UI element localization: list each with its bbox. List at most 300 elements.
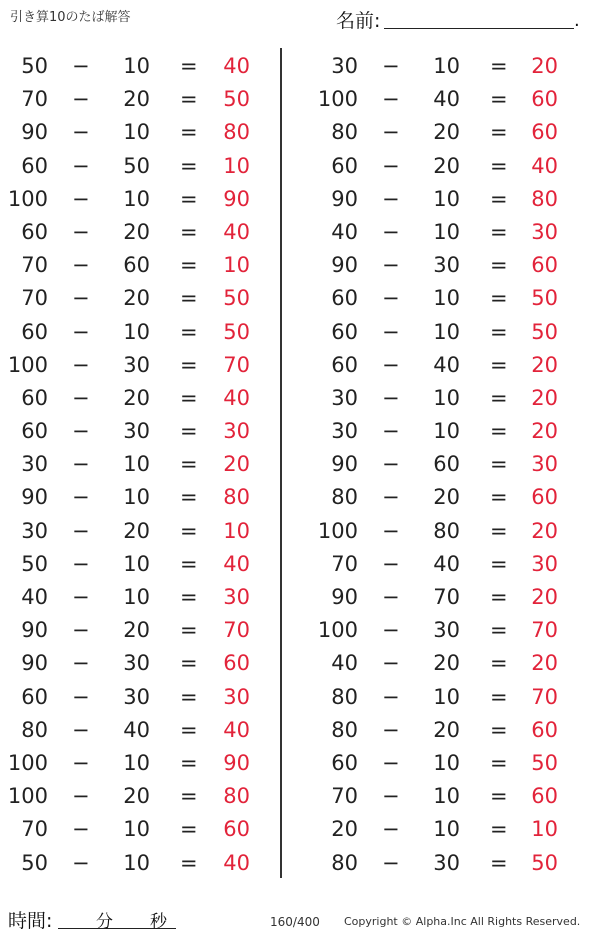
copyright-text: Copyright © Alpha.Inc All Rights Reserved.: [344, 915, 581, 928]
answer: 50: [531, 750, 558, 775]
equals-sign: =: [180, 585, 198, 609]
answer: 20: [531, 352, 558, 377]
subtrahend: 40: [433, 87, 460, 112]
subtrahend: 20: [433, 717, 460, 742]
problem-row: [310, 614, 590, 647]
subtrahend: 20: [123, 518, 150, 543]
right-problem-column: [310, 50, 590, 880]
problem-row: [0, 515, 280, 548]
minuend: 60: [331, 750, 358, 775]
subtrahend: 80: [433, 518, 460, 543]
minuend: 100: [317, 618, 358, 643]
problem-row: [310, 515, 590, 548]
equals-sign: =: [180, 717, 198, 742]
problem-row: [310, 83, 590, 116]
problem-row: [310, 415, 590, 448]
minuend: 70: [21, 286, 48, 311]
problem-row: [0, 116, 280, 149]
answer: 30: [223, 684, 250, 709]
answer: 70: [531, 618, 558, 643]
answer: 60: [531, 784, 558, 809]
minus-sign: −: [72, 419, 90, 444]
subtrahend: 30: [123, 684, 150, 709]
subtrahend: 10: [123, 485, 150, 510]
minus-sign: −: [382, 54, 400, 78]
problem-row: [310, 382, 590, 415]
subtrahend: 10: [123, 319, 150, 344]
problem-row: [0, 183, 280, 216]
minus-sign: −: [72, 485, 90, 510]
minuend: 100: [7, 750, 48, 775]
answer: 70: [223, 618, 250, 643]
equals-sign: =: [180, 319, 198, 344]
subtrahend: 20: [123, 286, 150, 311]
answer: 20: [531, 419, 558, 444]
subtrahend: 10: [123, 817, 150, 842]
answer: 20: [223, 452, 250, 477]
equals-sign: =: [180, 518, 198, 543]
answer: 60: [531, 253, 558, 278]
equals-sign: =: [180, 817, 198, 842]
minus-sign: −: [72, 684, 90, 709]
problem-row: [0, 50, 280, 83]
minus-sign: −: [72, 186, 90, 211]
minus-sign: −: [72, 784, 90, 809]
subtrahend: 70: [433, 585, 460, 609]
equals-sign: =: [180, 253, 198, 278]
minus-sign: −: [382, 585, 400, 609]
subtrahend: 10: [433, 750, 460, 775]
problem-row: [0, 282, 280, 315]
minuend: 80: [331, 684, 358, 709]
minus-sign: −: [72, 352, 90, 377]
subtrahend: 20: [123, 784, 150, 809]
minus-sign: −: [382, 385, 400, 410]
problem-row: [0, 813, 280, 846]
problem-row: [310, 647, 590, 680]
minus-sign: −: [382, 452, 400, 477]
answer: 60: [531, 87, 558, 112]
answer: 40: [223, 385, 250, 410]
subtrahend: 10: [433, 419, 460, 444]
problem-row: [310, 847, 590, 880]
subtrahend: 30: [123, 352, 150, 377]
answer: 20: [531, 385, 558, 410]
equals-sign: =: [490, 784, 508, 809]
minus-sign: −: [382, 784, 400, 809]
equals-sign: =: [490, 585, 508, 609]
equals-sign: =: [180, 850, 198, 875]
minus-sign: −: [72, 817, 90, 842]
problem-row: [310, 150, 590, 183]
minus-sign: −: [382, 419, 400, 444]
problem-row: [0, 415, 280, 448]
subtrahend: 20: [433, 485, 460, 510]
subtrahend: 10: [123, 186, 150, 211]
equals-sign: =: [490, 120, 508, 145]
minuend: 90: [21, 485, 48, 510]
answer: 40: [223, 551, 250, 576]
equals-sign: =: [180, 419, 198, 444]
subtrahend: 10: [433, 219, 460, 244]
problem-row: [0, 349, 280, 382]
equals-sign: =: [180, 551, 198, 576]
problem-row: [0, 249, 280, 282]
subtrahend: 10: [123, 452, 150, 477]
answer: 90: [223, 186, 250, 211]
minuend: 90: [21, 120, 48, 145]
problem-row: [310, 282, 590, 315]
minuend: 40: [21, 585, 48, 609]
minuend: 30: [21, 518, 48, 543]
minus-sign: −: [382, 153, 400, 178]
left-problem-column: [0, 50, 280, 880]
answer: 10: [223, 518, 250, 543]
problem-row: [310, 216, 590, 249]
answer: 30: [531, 551, 558, 576]
minus-sign: −: [382, 651, 400, 676]
subtrahend: 60: [433, 452, 460, 477]
equals-sign: =: [490, 253, 508, 278]
minuend: 40: [331, 651, 358, 676]
minus-sign: −: [382, 518, 400, 543]
minus-sign: −: [382, 618, 400, 643]
subtrahend: 10: [433, 286, 460, 311]
minuend: 60: [21, 219, 48, 244]
answer: 60: [531, 717, 558, 742]
minus-sign: −: [72, 385, 90, 410]
minus-sign: −: [72, 286, 90, 311]
equals-sign: =: [180, 385, 198, 410]
problem-row: [310, 50, 590, 83]
problem-row: [310, 681, 590, 714]
equals-sign: =: [180, 87, 198, 112]
minuend: 80: [21, 717, 48, 742]
minuend: 90: [21, 618, 48, 643]
minus-sign: −: [382, 684, 400, 709]
minuend: 70: [331, 551, 358, 576]
minuend: 50: [21, 850, 48, 875]
problem-row: [0, 216, 280, 249]
minuend: 50: [21, 551, 48, 576]
equals-sign: =: [490, 684, 508, 709]
problem-row: [0, 647, 280, 680]
minuend: 60: [21, 684, 48, 709]
subtrahend: 10: [123, 551, 150, 576]
equals-sign: =: [180, 684, 198, 709]
equals-sign: =: [180, 750, 198, 775]
answer: 50: [223, 319, 250, 344]
problem-row: [310, 316, 590, 349]
subtrahend: 40: [433, 352, 460, 377]
seconds-label: 秒: [150, 912, 167, 932]
problem-row: [0, 714, 280, 747]
minuend: 60: [21, 319, 48, 344]
minus-sign: −: [382, 219, 400, 244]
subtrahend: 20: [123, 219, 150, 244]
subtrahend: 30: [433, 850, 460, 875]
equals-sign: =: [180, 784, 198, 809]
minus-sign: −: [72, 651, 90, 676]
minus-sign: −: [72, 717, 90, 742]
subtrahend: 40: [433, 551, 460, 576]
equals-sign: =: [490, 452, 508, 477]
answer: 30: [531, 219, 558, 244]
minuend: 60: [21, 419, 48, 444]
minus-sign: −: [72, 87, 90, 112]
minuend: 90: [331, 585, 358, 609]
subtrahend: 10: [433, 54, 460, 78]
equals-sign: =: [490, 750, 508, 775]
problem-row: [310, 448, 590, 481]
subtrahend: 20: [123, 87, 150, 112]
subtrahend: 20: [433, 120, 460, 145]
problem-row: [0, 847, 280, 880]
minus-sign: −: [382, 817, 400, 842]
subtrahend: 20: [433, 153, 460, 178]
answer: 60: [223, 651, 250, 676]
minus-sign: −: [72, 750, 90, 775]
subtrahend: 30: [433, 253, 460, 278]
minus-sign: −: [382, 253, 400, 278]
answer: 10: [223, 153, 250, 178]
answer: 50: [531, 286, 558, 311]
equals-sign: =: [490, 817, 508, 842]
minuend: 30: [331, 385, 358, 410]
problem-row: [0, 681, 280, 714]
answer: 20: [531, 585, 558, 609]
equals-sign: =: [180, 352, 198, 377]
problem-row: [0, 150, 280, 183]
subtrahend: 50: [123, 153, 150, 178]
minuend: 30: [331, 419, 358, 444]
problem-row: [310, 714, 590, 747]
minuend: 100: [317, 518, 358, 543]
equals-sign: =: [490, 219, 508, 244]
name-label: 名前:: [336, 10, 381, 32]
answer: 40: [223, 850, 250, 875]
problem-row: [0, 548, 280, 581]
equals-sign: =: [490, 186, 508, 211]
minuend: 100: [7, 352, 48, 377]
problem-row: [0, 83, 280, 116]
equals-sign: =: [490, 385, 508, 410]
minus-sign: −: [382, 485, 400, 510]
problem-row: [0, 316, 280, 349]
answer: 30: [531, 452, 558, 477]
problem-row: [310, 481, 590, 514]
equals-sign: =: [180, 651, 198, 676]
minus-sign: −: [72, 54, 90, 78]
minuend: 90: [21, 651, 48, 676]
time-label: 時間:: [8, 910, 53, 932]
answer: 50: [223, 87, 250, 112]
subtrahend: 20: [123, 618, 150, 643]
problem-row: [310, 548, 590, 581]
problem-row: [310, 581, 590, 614]
minus-sign: −: [72, 319, 90, 344]
equals-sign: =: [490, 618, 508, 643]
subtrahend: 10: [123, 54, 150, 78]
equals-sign: =: [490, 153, 508, 178]
answer: 50: [531, 850, 558, 875]
minuend: 70: [331, 784, 358, 809]
minuend: 70: [21, 817, 48, 842]
problem-row: [0, 382, 280, 415]
minus-sign: −: [382, 87, 400, 112]
minuend: 90: [331, 186, 358, 211]
equals-sign: =: [180, 618, 198, 643]
problem-row: [0, 780, 280, 813]
minuend: 100: [7, 784, 48, 809]
answer: 60: [531, 120, 558, 145]
subtrahend: 10: [123, 850, 150, 875]
column-divider: [280, 48, 282, 878]
answer: 10: [223, 253, 250, 278]
equals-sign: =: [180, 219, 198, 244]
minuend: 100: [7, 186, 48, 211]
minus-sign: −: [382, 717, 400, 742]
problem-row: [0, 614, 280, 647]
answer: 80: [531, 186, 558, 211]
minus-sign: −: [72, 153, 90, 178]
equals-sign: =: [180, 54, 198, 78]
answer: 20: [531, 518, 558, 543]
answer: 20: [531, 651, 558, 676]
subtrahend: 10: [433, 186, 460, 211]
answer: 90: [223, 750, 250, 775]
minus-sign: −: [382, 186, 400, 211]
minuend: 60: [331, 286, 358, 311]
equals-sign: =: [490, 850, 508, 875]
equals-sign: =: [490, 419, 508, 444]
answer: 50: [223, 286, 250, 311]
minuend: 50: [21, 54, 48, 78]
minuend: 80: [331, 120, 358, 145]
answer: 30: [223, 585, 250, 609]
minus-sign: −: [72, 219, 90, 244]
answer: 70: [223, 352, 250, 377]
minuend: 30: [21, 452, 48, 477]
minus-sign: −: [72, 618, 90, 643]
problem-row: [0, 747, 280, 780]
minuend: 90: [331, 452, 358, 477]
minuend: 70: [21, 253, 48, 278]
minus-sign: −: [382, 352, 400, 377]
equals-sign: =: [490, 651, 508, 676]
equals-sign: =: [180, 452, 198, 477]
equals-sign: =: [180, 485, 198, 510]
equals-sign: =: [180, 153, 198, 178]
subtrahend: 10: [433, 684, 460, 709]
answer: 40: [223, 717, 250, 742]
answer: 10: [531, 817, 558, 842]
problem-row: [0, 581, 280, 614]
equals-sign: =: [490, 717, 508, 742]
answer: 60: [531, 485, 558, 510]
equals-sign: =: [490, 87, 508, 112]
subtrahend: 20: [123, 385, 150, 410]
minuend: 60: [21, 385, 48, 410]
minus-sign: −: [72, 850, 90, 875]
minus-sign: −: [382, 319, 400, 344]
minuend: 30: [331, 54, 358, 78]
subtrahend: 10: [433, 385, 460, 410]
minus-sign: −: [72, 120, 90, 145]
subtrahend: 10: [433, 817, 460, 842]
equals-sign: =: [180, 120, 198, 145]
answer: 30: [223, 419, 250, 444]
subtrahend: 10: [433, 319, 460, 344]
answer: 80: [223, 485, 250, 510]
subtrahend: 20: [433, 651, 460, 676]
problem-row: [310, 249, 590, 282]
problem-row: [0, 481, 280, 514]
answer: 40: [223, 219, 250, 244]
minus-sign: −: [72, 585, 90, 609]
minuend: 80: [331, 485, 358, 510]
minutes-label: 分: [96, 912, 113, 932]
subtrahend: 30: [123, 651, 150, 676]
equals-sign: =: [490, 286, 508, 311]
answer: 80: [223, 120, 250, 145]
minuend: 60: [331, 352, 358, 377]
subtrahend: 30: [123, 419, 150, 444]
subtrahend: 10: [433, 784, 460, 809]
problem-row: [310, 183, 590, 216]
answer: 70: [531, 684, 558, 709]
minus-sign: −: [382, 286, 400, 311]
problem-row: [310, 349, 590, 382]
answer: 40: [531, 153, 558, 178]
minuend: 60: [331, 319, 358, 344]
minus-sign: −: [382, 850, 400, 875]
minuend: 60: [21, 153, 48, 178]
subtrahend: 10: [123, 585, 150, 609]
name-underline: [384, 28, 574, 29]
answer: 60: [223, 817, 250, 842]
minuend: 90: [331, 253, 358, 278]
equals-sign: =: [490, 54, 508, 78]
equals-sign: =: [490, 319, 508, 344]
answer: 80: [223, 784, 250, 809]
problem-row: [310, 116, 590, 149]
minuend: 20: [331, 817, 358, 842]
equals-sign: =: [180, 186, 198, 211]
equals-sign: =: [180, 286, 198, 311]
worksheet-title: 引き算10のたば解答: [10, 10, 131, 25]
minus-sign: −: [72, 551, 90, 576]
equals-sign: =: [490, 352, 508, 377]
name-period: .: [574, 10, 580, 31]
minus-sign: −: [72, 452, 90, 477]
minuend: 60: [331, 153, 358, 178]
minuend: 80: [331, 717, 358, 742]
subtrahend: 10: [123, 120, 150, 145]
answer: 20: [531, 54, 558, 78]
equals-sign: =: [490, 551, 508, 576]
page-number: 160/400: [270, 915, 320, 929]
minuend: 100: [317, 87, 358, 112]
minuend: 40: [331, 219, 358, 244]
minus-sign: −: [72, 253, 90, 278]
minuend: 80: [331, 850, 358, 875]
equals-sign: =: [490, 485, 508, 510]
minus-sign: −: [72, 518, 90, 543]
minus-sign: −: [382, 750, 400, 775]
minus-sign: −: [382, 120, 400, 145]
subtrahend: 30: [433, 618, 460, 643]
